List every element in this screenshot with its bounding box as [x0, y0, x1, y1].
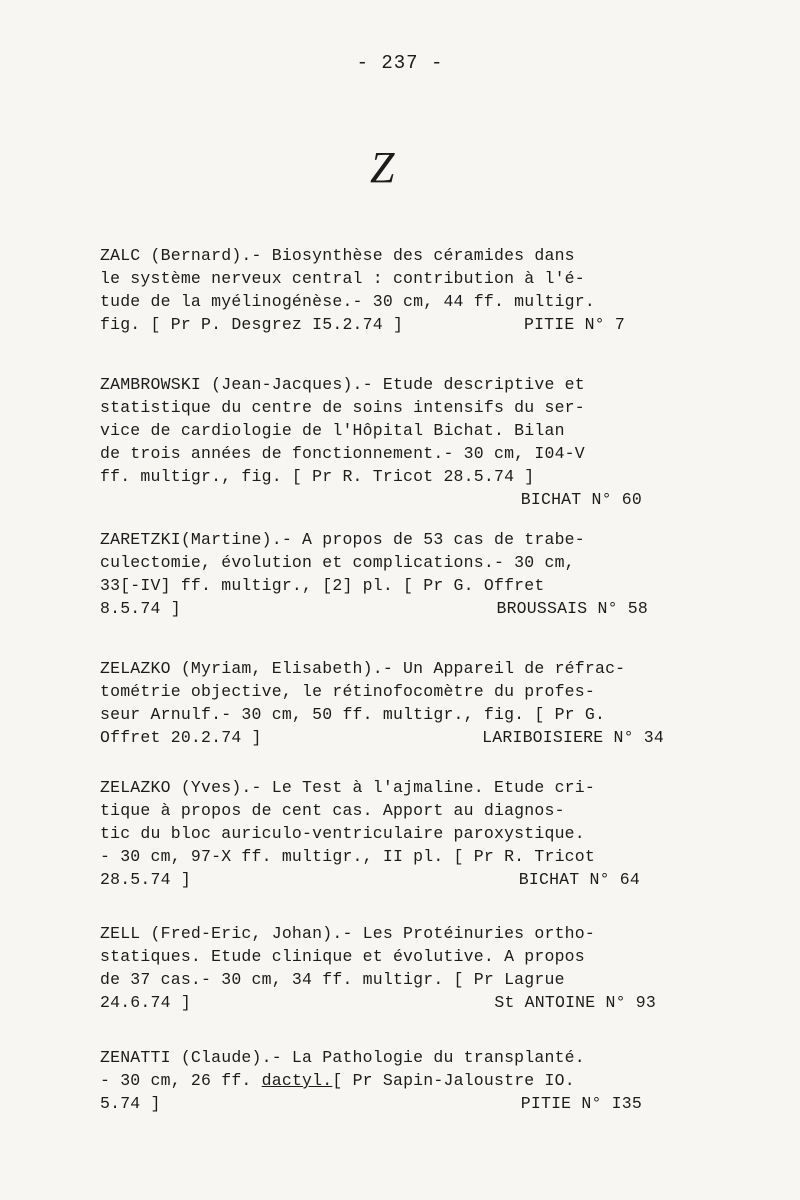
entry-line: 28.5.74 ]	[100, 870, 191, 889]
entry-line: 33[-IV] ff. multigr., [2] pl. [ Pr G. Offret	[100, 576, 545, 595]
entry-line-with-location	[100, 726, 664, 749]
entry-line: seur Arnulf.- 30 cm, 50 ff. multigr., fig. [ Pr G.	[100, 705, 606, 724]
entry-line: 8.5.74 ]	[100, 599, 181, 618]
entry-line: ZENATTI (Claude).- La Pathologie du transplanté.	[100, 1048, 585, 1067]
entry-location: PITIE N° 7	[523, 315, 625, 334]
bibliography-entry-zambrowski	[100, 373, 650, 511]
bibliography-entry-zenatti	[100, 1046, 650, 1115]
entry-line: ZELAZKO (Myriam, Elisabeth).- Un Appareil de réfrac-	[100, 659, 626, 678]
entry-line-with-location	[100, 597, 650, 620]
entry-location: BICHAT N° 64	[518, 870, 640, 889]
bibliography-entry-zalc	[100, 244, 650, 336]
entry-line-location-only	[100, 488, 650, 511]
entry-location: BROUSSAIS N° 58	[496, 599, 648, 618]
bibliography-entry-zaretzki	[100, 528, 650, 620]
entry-line: ff. multigr., fig. [ Pr R. Tricot 28.5.74 ]	[100, 467, 535, 486]
bibliography-entry-zell	[100, 922, 656, 1014]
entry-line-with-location	[100, 313, 650, 336]
entry-location: PITIE N° I35	[520, 1094, 642, 1113]
entry-line: - 30 cm, 26 ff.	[100, 1071, 252, 1090]
entry-line: ZALC (Bernard).- Biosynthèse des céramides dans	[100, 246, 575, 265]
entry-line-with-location	[100, 868, 650, 891]
entry-line-rest: [ Pr Sapin-Jaloustre IO.	[332, 1071, 575, 1090]
entry-line: de 37 cas.- 30 cm, 34 ff. multigr. [ Pr Lagrue	[100, 970, 565, 989]
entry-line: tique à propos de cent cas. Apport au diagnos-	[100, 801, 565, 820]
entry-line: ZELAZKO (Yves).- Le Test à l'ajmaline. Etude cri-	[100, 778, 595, 797]
underlined-term: dactyl.	[261, 1071, 333, 1090]
entry-line: tométrie objective, le rétinofocomètre du profes-	[100, 682, 595, 701]
bibliography-entry-zelazko-yves	[100, 776, 650, 891]
entry-line-with-underline	[100, 1069, 650, 1092]
entry-line: statiques. Etude clinique et évolutive. A propos	[100, 947, 585, 966]
entry-line-with-location	[100, 1092, 650, 1115]
entry-line: statistique du centre de soins intensifs du ser-	[100, 398, 585, 417]
entry-line: ZARETZKI(Martine).- A propos de 53 cas de trabe-	[100, 530, 585, 549]
entry-line: fig. [ Pr P. Desgrez I5.2.74 ]	[100, 315, 404, 334]
entry-line: ZAMBROWSKI (Jean-Jacques).- Etude descriptive et	[100, 375, 585, 394]
entry-line: - 30 cm, 97-X ff. multigr., II pl. [ Pr R. Tricot	[100, 847, 595, 866]
entry-line: Offret 20.2.74 ]	[100, 728, 262, 747]
section-letter: Z	[370, 143, 395, 192]
page-number: - 237 -	[356, 52, 444, 74]
entry-line: de trois années de fonctionnement.- 30 cm, I04-V	[100, 444, 585, 463]
entry-line: le système nerveux central : contribution à l'é-	[100, 269, 585, 288]
entry-line: tude de la myélinogénèse.- 30 cm, 44 ff. multigr.	[100, 292, 595, 311]
entry-line: 24.6.74 ]	[100, 993, 191, 1012]
entry-line: 5.74 ]	[100, 1094, 161, 1113]
entry-line: ZELL (Fred-Eric, Johan).- Les Protéinuries ortho-	[100, 924, 595, 943]
entry-line: culectomie, évolution et complications.- 30 cm,	[100, 553, 575, 572]
entry-line: vice de cardiologie de l'Hôpital Bichat. Bilan	[100, 421, 565, 440]
entry-line: tic du bloc auriculo-ventriculaire paroxystique.	[100, 824, 585, 843]
entry-location: LARIBOISIERE N° 34	[482, 728, 664, 747]
entry-line-with-location	[100, 991, 656, 1014]
entry-location: BICHAT N° 60	[520, 490, 642, 509]
bibliography-entry-zelazko-myriam	[100, 657, 664, 749]
entry-location: St ANTOINE N° 93	[494, 993, 656, 1012]
